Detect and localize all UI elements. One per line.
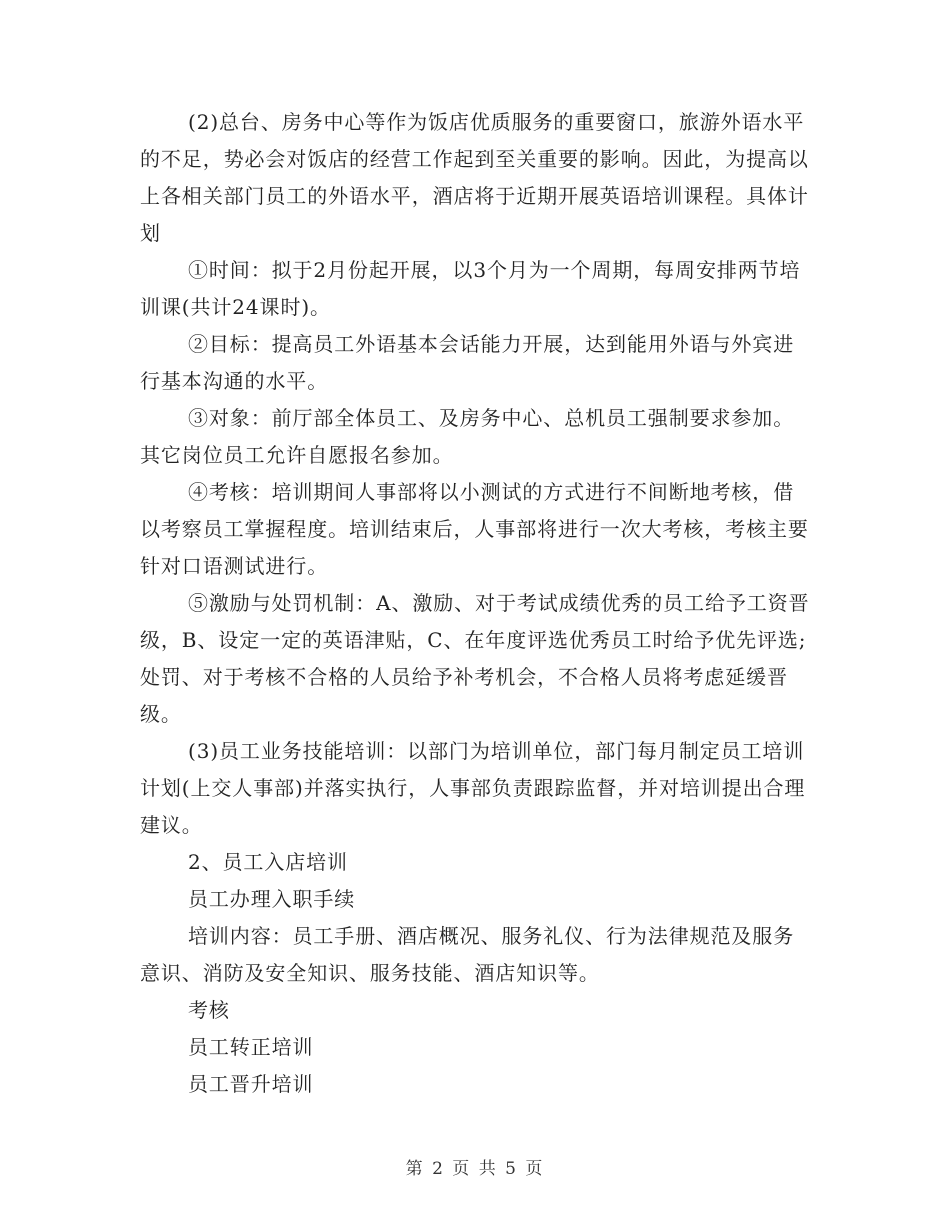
document-body: [140, 104, 812, 1103]
paragraph-time: ①时间：拟于2月份起开展，以3个月为一个周期，每周安排两节培训课(共计24课时)。: [140, 258, 801, 319]
paragraph-entry-procedures: 员工办理入职手续: [188, 887, 356, 911]
paragraph-assessment: ④考核：培训期间人事部将以小测试的方式进行不间断地考核，借以考察员工掌握程度。培训结束后，人事部将进行一次大考核，考核主要针对口语测试进行。: [140, 480, 809, 578]
page-number-footer: 第 2 页 共 5 页: [405, 1159, 545, 1179]
paragraph-foreign-language-training: (2)总台、房务中心等作为饭店优质服务的重要窗口，旅游外语水平的不足，势必会对饭店的经营工作起到至关重要的影响。因此，为提高以上各相关部门员工的外语水平，酒店将于近期开展英语培训课程。具体计划: [140, 110, 809, 245]
paragraph-skills-training: (3)员工业务技能培训：以部门为培训单位，部门每月制定员工培训计划(上交人事部)并落实执行，人事部负责跟踪监督，并对培训提出合理建议。: [140, 739, 806, 837]
paragraph-goal: ②目标：提高员工外语基本会话能力开展，达到能用外语与外宾进行基本沟通的水平。: [140, 332, 795, 393]
paragraph-training-content: 培训内容：员工手册、酒店概况、服务礼仪、行为法律规范及服务意识、消防及安全知识、服务技能、酒店知识等。: [140, 924, 795, 985]
paragraph-target-audience: ③对象：前厅部全体员工、及房务中心、总机员工强制要求参加。其它岗位员工允许自愿报名参加。: [140, 406, 795, 467]
paragraph-promotion-training: 员工晋升培训: [188, 1072, 314, 1096]
paragraph-assessment-heading: 考核: [188, 998, 230, 1022]
paragraph-regularization-training: 员工转正培训: [188, 1035, 314, 1059]
paragraph-incentive-penalty: ⑤激励与处罚机制：A、激励、对于考试成绩优秀的员工给予工资晋级，B、设定一定的英语津贴，C、在年度评选优秀员工时给予优先评选;处罚、对于考核不合格的人员给予补考机会，不合格人员将考虑延缓晋级。: [140, 591, 810, 726]
paragraph-onboarding-heading: 2、员工入店培训: [188, 850, 348, 874]
